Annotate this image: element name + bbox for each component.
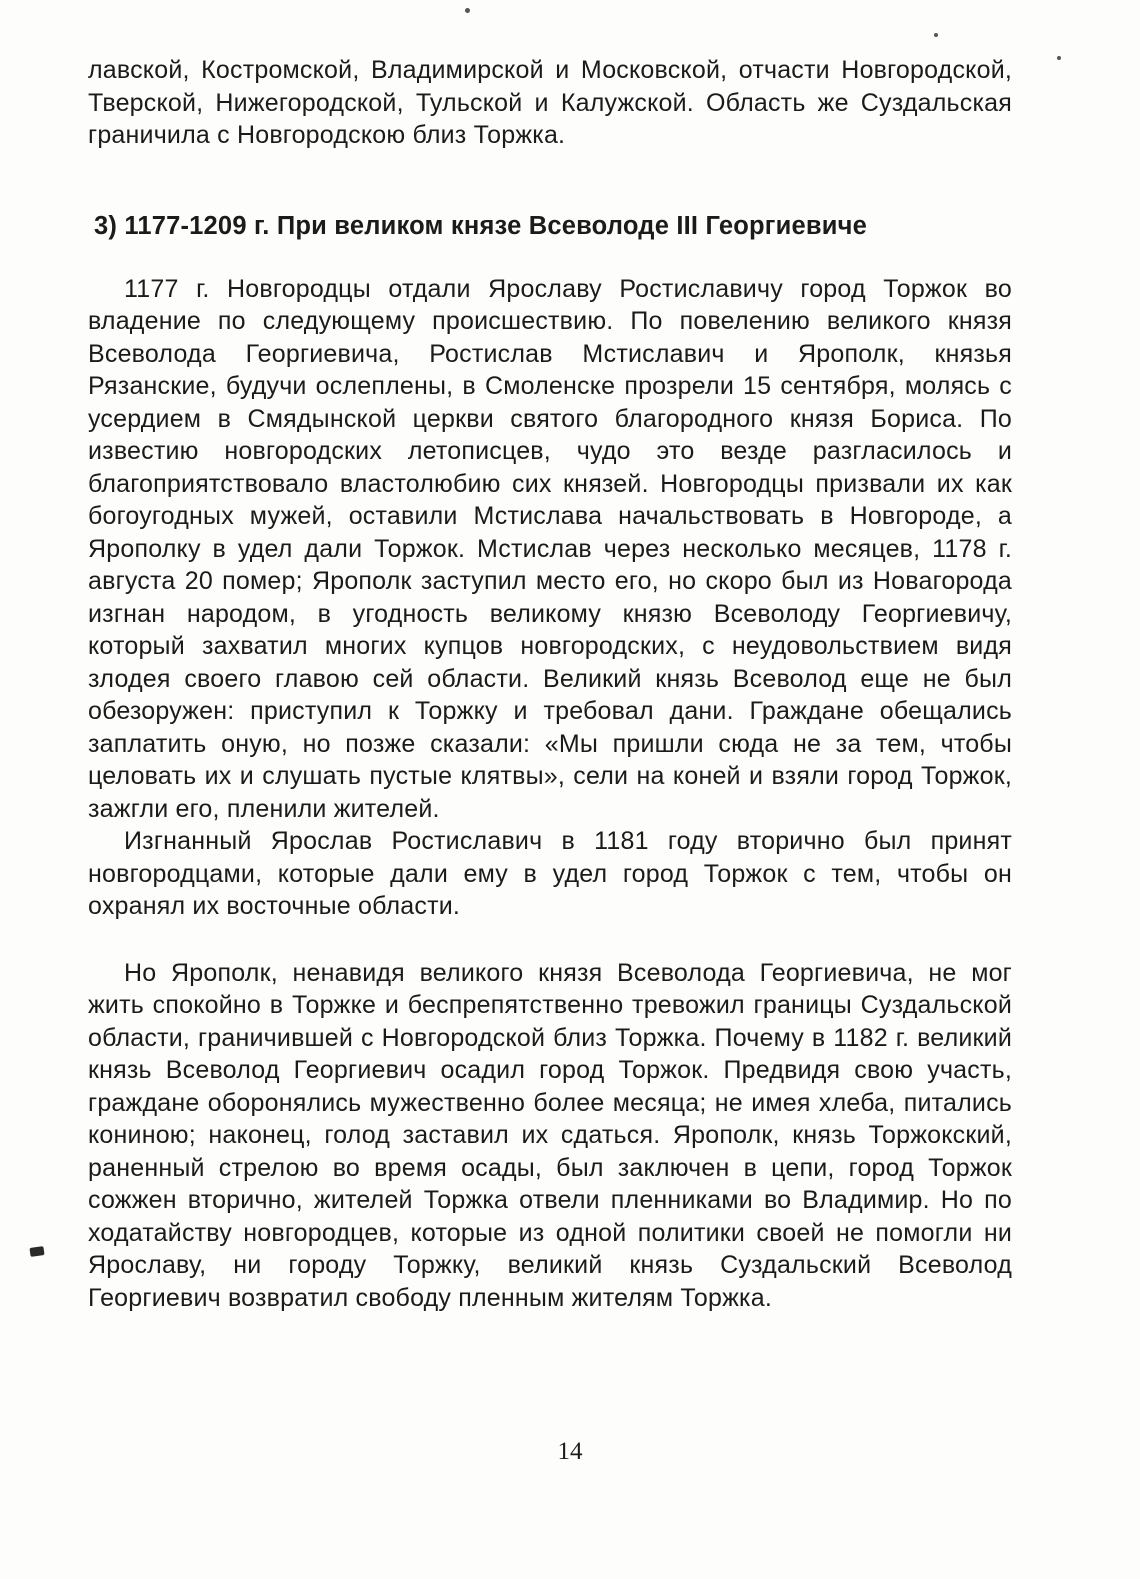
- body-paragraph: Изгнанный Ярослав Ростиславич в 1181 году вторично был принят новгородцами, которые дали ему в удел город Торжок с тем, чтобы он охранял их восточные области.: [88, 827, 1012, 920]
- page-number: 14: [557, 1438, 583, 1465]
- section-heading: 3) 1177-1209 г. При великом князе Всеволоде III Георгиевиче: [94, 211, 868, 240]
- scan-speck: [465, 8, 470, 13]
- page-content: [88, 54, 1012, 1314]
- body-paragraph: 1177 г. Новгородцы отдали Ярославу Ростиславичу город Торжок во владение по следующему происшествию. По повелению великого князя Всеволода Георгиевича, Ростислав Мстиславич и Ярополк, князья Рязанские, будучи ослеплены, в Смоленске прозрели 15 сентября, молясь с усердием в Смядынской церкви святого благородного князя Бориса. По известию новгородских летописцев, чудо это везде разгласилось и благоприятствовало властолюбию сих князей. Новгородцы призвали их как богоугодных мужей, оставили Мстислава начальствовать в Новгороде, а Ярополку в удел дали Торжок. Мстислав через несколько месяцев, 1178 г. августа 20 помер; Ярополк заступил место его, но скоро был из Новагорода изгнан народом, в угодность великому князю Всеволоду Георгиевичу, который захватил многих купцов новгородских, с неудовольствием видя злодея своего главою сей области. Великий князь Всеволод еще не был обезоружен: приступил к Торжку и требовал дани. Граждане обещались заплатить оную, но позже сказали: «Мы пришли сюда не за тем, чтобы целовать их и слушать пустые клятвы», сели на коней и взяли город Торжок, зажгли его, пленили жителей.: [88, 274, 1012, 823]
- intro-paragraph: лавской, Костромской, Владимирской и Московской, отчасти Новгородской, Тверской, Нижегородской, Тульской и Калужской. Область же Суздальская граничила с Новгородскою близ Торжка.: [88, 56, 1012, 149]
- scan-speck: [934, 33, 938, 37]
- scan-speck: [1057, 56, 1061, 60]
- scan-margin-mark: [29, 1246, 44, 1257]
- body-paragraph: Но Ярополк, ненавидя великого князя Всеволода Георгиевича, не мог жить спокойно в Торжке и беспрепятственно тревожил границы Суздальской области, граничившей с Новгородской близ Торжка. Почему в 1182 г. великий князь Всеволод Георгиевич осадил город Торжок. Предвидя свою участь, граждане оборонялись мужественно более месяца; не имея хлеба, питались кониною; наконец, голод заставил их сдаться. Ярополк, князь Торжокский, раненный стрелою во время осады, был заключен в цепи, город Торжок сожжен вторично, жителей Торжка отвели пленниками во Владимир. Но по ходатайству новгородцев, которые из одной политики своей не помогли ни Ярославу, ни городу Торжку, великий князь Суздальский Всеволод Георгиевич возвратил свободу пленным жителям Торжка.: [88, 958, 1012, 1312]
